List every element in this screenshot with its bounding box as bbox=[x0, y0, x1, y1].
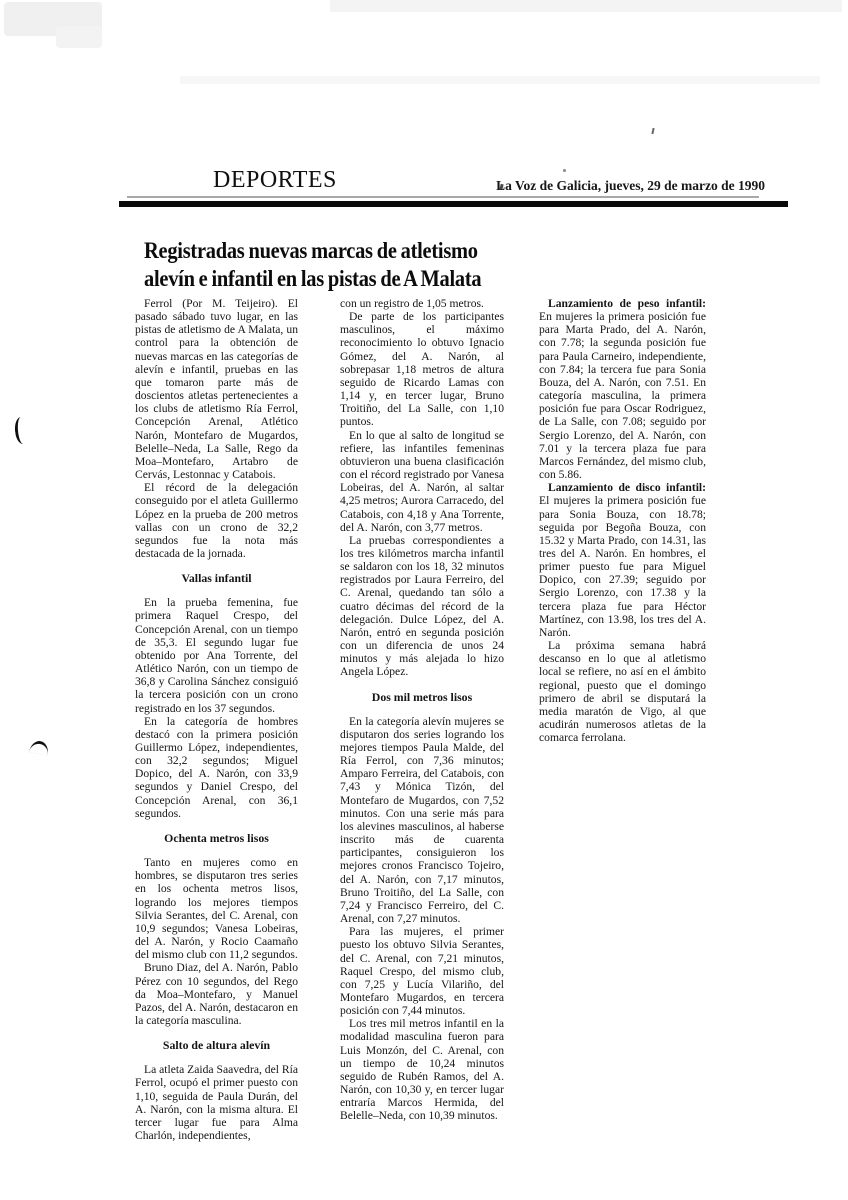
article-paragraph: La pruebas correspondientes a los tres kilómetros marcha infantil se saldaron con los 18, 32 minutos registrados por Laura Ferreiro, del C. Arenal, quedando tan sólo a cuatro décimas del récord de la delegación. Dulce López, del A. Narón, entró en segunda posición con un diferencia de unos 24 minutos y más alejada lo hizo Angela López. bbox=[340, 533, 504, 679]
article-headline bbox=[144, 237, 644, 293]
article-paragraph: En la prueba femenina, fue primera Raquel Crespo, del Concepción Arenal, con un tiempo de 35,3. El segundo lugar fue obtenido por Ana Torrente, del Atlético Narón, con un tiempo de 36,8 y Carolina Sánchez consiguió la tercera posición con un crono registrado en los 37 segundos. bbox=[135, 596, 298, 715]
article-column-2 bbox=[340, 297, 504, 1123]
article-paragraph: Tanto en mujeres como en hombres, se disputaron tres series en los ochenta metros lisos, logrando los mejores tiempos Silvia Serantes, del C. Arenal, con 10,9 segundos; Vanesa Lobeiras, del A. Narón, y Rocio Caamaño del mismo club con 11,2 segundos. bbox=[135, 856, 298, 962]
article-paragraph: En lo que al salto de longitud se refiere, las infantiles femeninas obtuvieron una buena clasificación con el récord registrado por Vanesa Lobeiras, del A. Narón, al saltar 4,25 metros; Aurora Carracedo, del Catabois, con 4,18 y Ana Torrente, del A. Narón, con 3,77 metros. bbox=[340, 428, 504, 534]
article-paragraph: De parte de los participantes masculinos, el máximo reconocimiento lo obtuvo Ignacio Gómez, del A. Narón, al sobrepasar 1,18 metros de altura seguido de Ricardo Lamas con 1,14 y, en tercer lugar, Bruno Troitiño, del La Salle, con 1,10 puntos. bbox=[340, 310, 504, 429]
paragraph-lead: Lanzamiento de peso infantil: bbox=[548, 297, 706, 310]
article-paragraph: Lanzamiento de disco infantil: El mujeres la primera posición fue para Sonia Bouza, con 18.78; seguida por Begoña Bouza, con 15.32 y Marta Prado, con 14.31, las tres del A. Narón. En hombres, el primer puesto fue para Miguel Dopico, con 27.39; seguido por Sergio Lorenzo, con 17.38 y la tercera plaza fue para Héctor Martínez, con 13.98, los tres del A. Narón. bbox=[539, 481, 706, 639]
article-column-1 bbox=[135, 297, 298, 1142]
column-subheading: Dos mil metros lisos bbox=[371, 689, 473, 704]
margin-pen-parenthesis-mark bbox=[14, 416, 30, 444]
article-paragraph: Para las mujeres, el primer puesto los obtuvo Silvia Serantes, del C. Arenal, con 7,21 minutos, Raquel Crespo, del mismo club, con 7,25 y Lucía Vilariño, del Montefaro Mugardos, en tercera posición con 7,44 minutos. bbox=[340, 925, 504, 1018]
article-paragraph: En la categoría alevín mujeres se disputaron dos series logrando los mejores tiempos Paula Malde, del Ría Ferrol, con 7,36 minutos; Amparo Ferreira, del Catabois, con 7,43 y Mónica Tizón, del Montefaro de Mugardos, con 7,52 minutos. Con una serie más para los alevines masculinos, al haberse inscrito más de cuarenta participantes, consiguieron los mejores cronos Francisco Tojeiro, del A. Narón, con 7,17 minutos, Bruno Troitiño, del La Salle, con 7,24 y Francisco Ferreiro, del C. Arenal, con 7,27 minutos. bbox=[340, 714, 504, 926]
section-title: DEPORTES bbox=[213, 167, 337, 193]
margin-pen-squiggle-mark bbox=[29, 739, 50, 755]
article-paragraph: La próxima semana habrá descanso en lo que al atletismo local se refiere, no así en el ámbito regional, puesto que el domingo primero de abril se disputará la media maratón de Vigo, al que acudirán numerosos atletas de la comarca ferrolana. bbox=[539, 639, 706, 745]
article-paragraph: Los tres mil metros infantil en la modalidad masculina fueron para Luis Monzón, del C. Arenal, con un tiempo de 10,24 minutos seguido de Rubén Ramos, del A. Narón, con 10,30 y, en tercer lugar entraría Marcos Hermida, del Belelle–Neda, con 10,39 minutos. bbox=[340, 1017, 504, 1123]
scan-streak-row bbox=[180, 76, 820, 84]
article-paragraph: El récord de la delegación conseguido por el atleta Guillermo López en la prueba de 200 metros vallas con un crono de 32,2 segundos fue la nota más destacada de la jornada. bbox=[135, 481, 298, 560]
scan-streak-top bbox=[330, 0, 842, 12]
column-subheading: Ochenta metros lisos bbox=[164, 830, 269, 845]
article-paragraph: Bruno Diaz, del A. Narón, Pablo Pérez con 10 segundos, del Rego da Moa–Montefaro, y Manuel Pazos, del A. Narón, destacaron en la categoría masculina. bbox=[135, 961, 298, 1027]
scan-speck-dot bbox=[563, 169, 566, 172]
masthead-date: La Voz de Galicia, jueves, 29 de marzo de 1990 bbox=[496, 178, 765, 193]
article-paragraph: con un registro de 1,05 metros. bbox=[340, 297, 484, 310]
scan-smudge-top-left-2 bbox=[56, 26, 102, 48]
column-subheading: Salto de altura alevín bbox=[162, 1038, 271, 1053]
header-rule-thin bbox=[127, 196, 759, 198]
article-paragraph: Lanzamiento de peso infantil: En mujeres la primera posición fue para Marta Prado, del A. Narón, con 7.78; la segunda posición fue para Paula Carneiro, independiente, con 7.84; la tercera fue para Sonia Bouza, del A. Narón, con 7.51. En categoría masculina, la primera posición fue para Oscar Rodriguez, de La Salle, con 7.08; seguido por Sergio Lorenzo, del A. Narón, con 7.01 y la tercera plaza fue para Marcos Fernández, del mismo club, con 5.86. bbox=[539, 297, 706, 482]
article-paragraph: En la categoría de hombres destacó con la primera posición Guillermo López, independientes, con 32,2 segundos; Miguel Dopico, del A. Narón, con 33,9 segundos y Daniel Crespo, del Concepción Arenal, con 36,1 segundos. bbox=[135, 714, 298, 820]
scan-speck-apostrophe bbox=[651, 128, 654, 134]
article-paragraph: La atleta Zaida Saavedra, del Ría Ferrol, ocupó el primer puesto con 1,10, seguida de Paula Durán, del A. Narón, con la misma altura. El tercer lugar fue para Alma Charlón, independientes, bbox=[135, 1063, 298, 1143]
headline-line: alevín e infantil en las pistas de A Malata bbox=[144, 266, 482, 292]
header-rule-thick bbox=[119, 201, 788, 207]
article-column-3 bbox=[539, 297, 706, 744]
headline-line: Registradas nuevas marcas de atletismo bbox=[144, 238, 478, 264]
article-paragraph: Ferrol (Por M. Teijeiro). El pasado sábado tuvo lugar, en las pistas de atletismo de A Malata, un control para la obtención de nuevas marcas en las categorías de alevín e infantil, pruebas en las que tomaron parte más de doscientos atletas pertenecientes a los clubs de atletismo Ría Ferrol, Concepción Arenal, Atlético Narón, Montefaro de Mugardos, Belelle–Neda, La Salle, Rego da Moa–Montefaro, Artabro de Cervás, Lestonnac y Catabois. bbox=[135, 297, 298, 482]
paragraph-lead: Lanzamiento de disco infantil: bbox=[548, 481, 706, 495]
column-subheading: Vallas infantil bbox=[181, 571, 252, 586]
